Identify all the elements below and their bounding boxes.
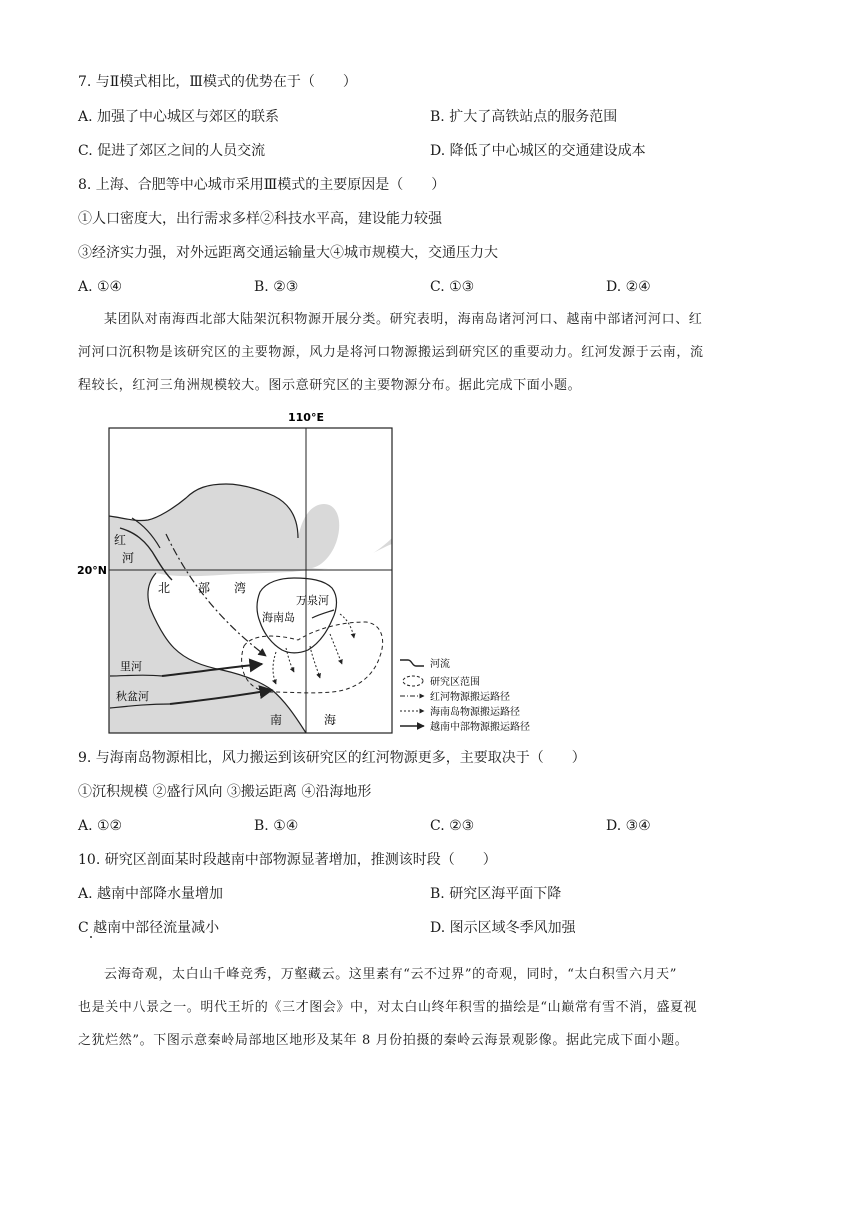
passage-sediment (78, 303, 784, 402)
q7-option-d[interactable]: D. 降低了中心城区的交通建设成本 (430, 143, 646, 159)
label-gulf-1: 北 (158, 581, 171, 595)
sediment-source-map (76, 408, 546, 736)
label-hainan: 海南岛 (262, 611, 295, 624)
label-wanquan: 万泉河 (296, 594, 329, 607)
q8-statement-1: ①人口密度大，出行需求多样②科技水平高，建设能力较强 (78, 211, 442, 227)
q8-option-a[interactable]: A. ①④ (78, 279, 123, 295)
map-legend (400, 657, 530, 733)
lon-label: 110°E (288, 411, 324, 424)
q9-option-c[interactable]: C. ②③ (430, 818, 475, 834)
passage-taibai (78, 958, 784, 1057)
q7-option-c[interactable]: C. 促进了郊区之间的人员交流 (78, 143, 266, 159)
label-sea-1: 南 (270, 713, 283, 727)
label-red-2: 河 (122, 551, 135, 565)
q8-statement-2: ③经济实力强，对外远距离交通运输量大④城市规模大，交通压力大 (78, 245, 498, 261)
q7-option-a[interactable]: A. 加强了中心城区与郊区的联系 (78, 109, 280, 125)
lat-label: 20°N (77, 564, 108, 577)
q10-option-c[interactable]: C 越南中部径流量减小 (78, 920, 220, 936)
q8-option-c[interactable]: C. ①③ (430, 279, 475, 295)
q9-option-b[interactable]: B. ①④ (254, 818, 299, 834)
q9-option-d[interactable]: D. ③④ (606, 818, 651, 834)
passage-sediment-line-1: 某团队对南海西北部大陆架沉积物源开展分类。研究表明，海南岛诸河河口、越南中部诸河河口、红 (104, 312, 703, 327)
q10-stem: 10. 研究区剖面某时段越南中部物源显著增加，推测该时段（ ） (78, 852, 497, 868)
q8-option-d[interactable]: D. ②④ (606, 279, 651, 295)
label-gulf-2: 部 (198, 581, 211, 595)
q7-stem: 7. 与Ⅱ模式相比，Ⅲ模式的优势在于（ ） (78, 74, 357, 90)
label-sea-2: 海 (324, 713, 337, 727)
q10-option-b[interactable]: B. 研究区海平面下降 (430, 886, 562, 902)
q10-option-a[interactable]: A. 越南中部降水量增加 (78, 886, 224, 902)
q10-option-d[interactable]: D. 图示区域冬季风加强 (430, 920, 576, 936)
label-qiupen: 秋盆河 (116, 690, 149, 703)
stray-dot (90, 936, 92, 938)
legend-vietnam-path: 越南中部物源搬运路径 (430, 722, 530, 733)
q7-option-b[interactable]: B. 扩大了高铁站点的服务范围 (430, 109, 618, 125)
legend-red-path: 红河物源搬运路径 (430, 692, 510, 703)
passage-taibai-line-3: 之犹烂然”。下图示意秦岭局部地区地形及某年 8 月份拍摄的秦岭云海景观影像。据此完成下面小题。 (78, 1033, 689, 1048)
label-lihe: 里河 (120, 660, 142, 673)
passage-taibai-line-1: 云海奇观，太白山千峰竞秀，万壑藏云。这里素有“云不过界”的奇观，同时，“太白积雪六月天” (104, 967, 677, 982)
legend-hainan-path: 海南岛物源搬运路径 (430, 707, 520, 718)
q9-option-a[interactable]: A. ①② (78, 818, 123, 834)
legend-area-symbol (403, 676, 423, 686)
legend-river-symbol (400, 660, 424, 666)
q9-statements: ①沉积规模 ②盛行风向 ③搬运距离 ④沿海地形 (78, 784, 372, 800)
passage-sediment-line-3: 程较长，红河三角洲规模较大。图示意研究区的主要物源分布。据此完成下面小题。 (78, 378, 582, 393)
q8-option-b[interactable]: B. ②③ (254, 279, 299, 295)
label-gulf-3: 湾 (234, 581, 247, 595)
label-red-1: 红 (114, 533, 127, 547)
passage-taibai-line-2: 也是关中八景之一。明代王圻的《三才图会》中，对太白山终年积雪的描绘是“山巅常有雪不消，盛夏视 (78, 1000, 698, 1015)
q9-stem: 9. 与海南岛物源相比，风力搬运到该研究区的红河物源更多，主要取决于（ ） (78, 750, 586, 766)
legend-river: 河流 (430, 659, 450, 670)
legend-area: 研究区范围 (430, 677, 480, 688)
q8-stem: 8. 上海、合肥等中心城市采用Ⅲ模式的主要原因是（ ） (78, 177, 446, 193)
passage-sediment-line-2: 河河口沉积物是该研究区的主要物源，风力是将河口物源搬运到研究区的重要动力。红河发源于云南，流 (78, 345, 704, 360)
